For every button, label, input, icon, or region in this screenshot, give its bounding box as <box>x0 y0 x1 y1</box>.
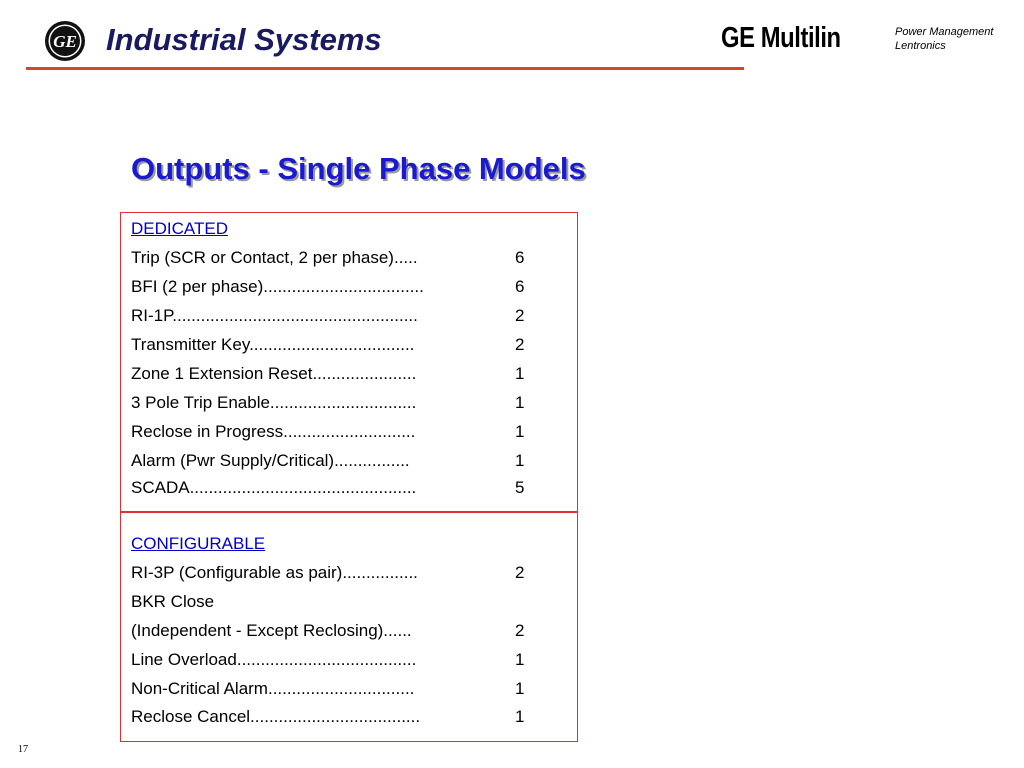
output-count: 1 <box>515 393 525 412</box>
output-label: (Independent - Except Reclosing)...... <box>131 621 412 640</box>
header-divider <box>26 67 744 70</box>
ge-logo-icon <box>44 20 86 62</box>
list-item <box>131 650 561 674</box>
list-item <box>131 707 561 731</box>
output-label: Trip (SCR or Contact, 2 per phase)..... <box>131 248 418 267</box>
output-count: 1 <box>515 422 525 441</box>
output-label: BFI (2 per phase).................................. <box>131 277 424 296</box>
output-count: 1 <box>515 451 525 470</box>
output-label: Line Overload...................................... <box>131 650 417 669</box>
output-label: 3 Pole Trip Enable............................... <box>131 393 417 412</box>
output-count: 2 <box>515 563 525 582</box>
brand-subtitle <box>895 25 993 53</box>
output-label: RI-1P.................................................... <box>131 306 418 325</box>
output-label: SCADA................................................ <box>131 478 417 497</box>
output-count: 1 <box>515 679 525 698</box>
dedicated-heading: DEDICATED <box>131 219 228 238</box>
output-label: Reclose in Progress............................ <box>131 422 416 441</box>
list-item <box>131 422 561 446</box>
list-item <box>131 364 561 388</box>
output-count: 6 <box>515 248 525 267</box>
list-item <box>131 478 561 502</box>
list-item <box>131 679 561 703</box>
list-item <box>131 393 561 417</box>
list-item <box>131 277 561 301</box>
brand-sub-line-2: Lentronics <box>895 40 946 52</box>
output-count: 2 <box>515 621 525 640</box>
list-item <box>131 592 561 616</box>
output-count: 1 <box>515 650 525 669</box>
page-number: 17 <box>18 744 28 755</box>
output-count: 1 <box>515 707 525 726</box>
configurable-heading: CONFIGURABLE <box>131 534 266 553</box>
list-item <box>131 248 561 272</box>
brand-name: GE Multilin <box>721 22 841 54</box>
output-label: Reclose Cancel.................................... <box>131 707 421 726</box>
dedicated-panel <box>120 212 578 513</box>
output-label: RI-3P (Configurable as pair)................ <box>131 563 418 582</box>
list-item <box>131 335 561 359</box>
output-count: 1 <box>515 364 525 383</box>
list-item <box>131 306 561 330</box>
output-count: 5 <box>515 478 525 497</box>
output-count: 6 <box>515 277 525 296</box>
output-label: Zone 1 Extension Reset...................... <box>131 364 417 383</box>
output-label: BKR Close <box>131 592 215 611</box>
slide-title: Outputs - Single Phase Models <box>131 151 586 186</box>
list-item <box>131 621 561 645</box>
list-item <box>131 563 561 587</box>
brand-sub-line-1: Power Management <box>895 26 994 38</box>
configurable-panel <box>120 511 578 742</box>
header-title: Industrial Systems <box>106 22 382 57</box>
output-count: 2 <box>515 306 525 325</box>
ge-logo-text: GE <box>53 32 77 51</box>
list-item <box>131 451 561 475</box>
output-label: Transmitter Key................................... <box>131 335 415 354</box>
output-count: 2 <box>515 335 525 354</box>
output-label: Alarm (Pwr Supply/Critical)................ <box>131 451 410 470</box>
output-label: Non-Critical Alarm............................... <box>131 679 415 698</box>
